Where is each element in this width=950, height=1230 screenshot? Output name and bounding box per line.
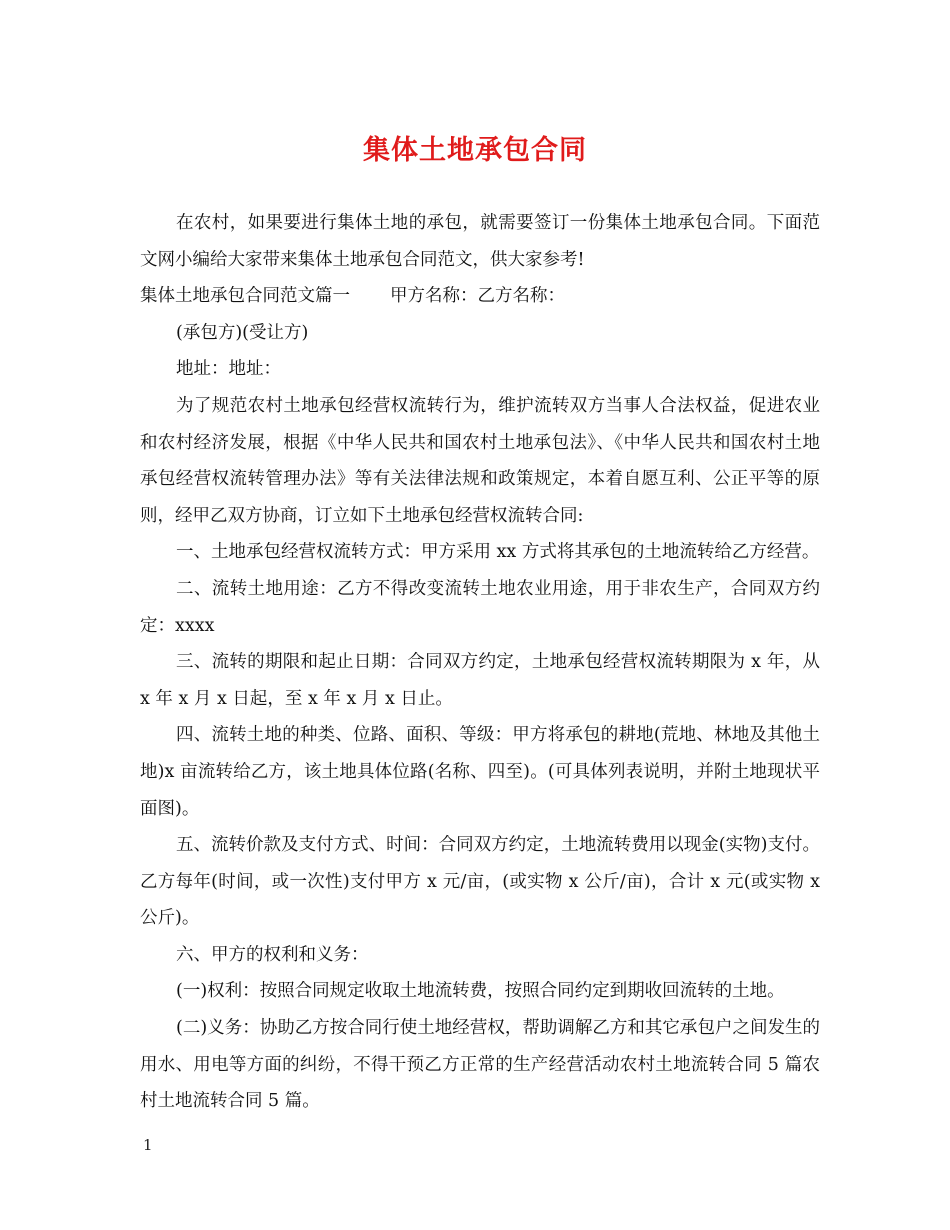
party-roles: (承包方)(受让方) — [176, 322, 309, 343]
section-heading: 集体土地承包合同范文篇一 — [140, 286, 350, 307]
intro-paragraph: 在农村，如果要进行集体土地的承包，就需要签订一份集体土地承包合同。下面范文网小编给大家带来集体土地承包合同范文，供大家参考! — [140, 213, 820, 270]
clause-5: 五、流转价款及支付方式、时间：合同双方约定，土地流转费用以现金(实物)支付。乙方每年(时间，或一次性)支付甲方 x 元/亩，(或实物 x 公斤/亩)，合计 x 元(或实物 x 公斤)。 — [140, 835, 820, 929]
clause-1: 一、土地承包经营权流转方式：甲方采用 xx 方式将其承包的土地流转给乙方经营。 — [176, 542, 820, 563]
clause-2: 二、流转土地用途：乙方不得改变流转土地农业用途，用于非农生产，合同双方约定：xxxx — [140, 578, 820, 636]
clause-6: 六、甲方的权利和义务： — [176, 944, 369, 965]
addresses: 地址：地址： — [176, 359, 281, 380]
preamble-paragraph: 为了规范农村土地承包经营权流转行为，维护流转双方当事人合法权益，促进农业和农村经济发展，根据《中华人民共和国农村土地承包法》、《中华人民共和国农村土地承包经营权流转管理办法》等有关法律法规和政策规定，本着自愿互利、公正平等的原则，经甲乙双方协商，订立如下土地承包经营权流转合同: — [140, 395, 820, 526]
clause-6-duties: (二)义务：协助乙方按合同行使土地经营权，帮助调解乙方和其它承包户之间发生的用水、用电等方面的纠纷，不得干预乙方正常的生产经营活动农村土地流转合同 5 篇农村土地流转合同 5 篇。 — [140, 1018, 820, 1112]
clause-4: 四、流转土地的种类、位路、面积、等级：甲方将承包的耕地(荒地、林地及其他土地)x 亩流转给乙方，该土地具体位路(名称、四至)。(可具体列表说明，并附土地现状平面图)。 — [140, 725, 820, 819]
document-title: 集体土地承包合同 — [363, 135, 587, 166]
clause-6-rights: (一)权利：按照合同规定收取土地流转费，按照合同约定到期收回流转的土地。 — [176, 981, 785, 1002]
document-body — [140, 205, 820, 1120]
page-number: 1 — [143, 1136, 153, 1154]
party-names: 甲方名称：乙方名称： — [390, 286, 565, 307]
section-heading-line — [140, 278, 820, 315]
clause-3: 三、流转的期限和起止日期：合同双方约定，土地承包经营权流转期限为 x 年，从 x 年 x 月 x 日起，至 x 年 x 月 x 日止。 — [140, 652, 820, 709]
